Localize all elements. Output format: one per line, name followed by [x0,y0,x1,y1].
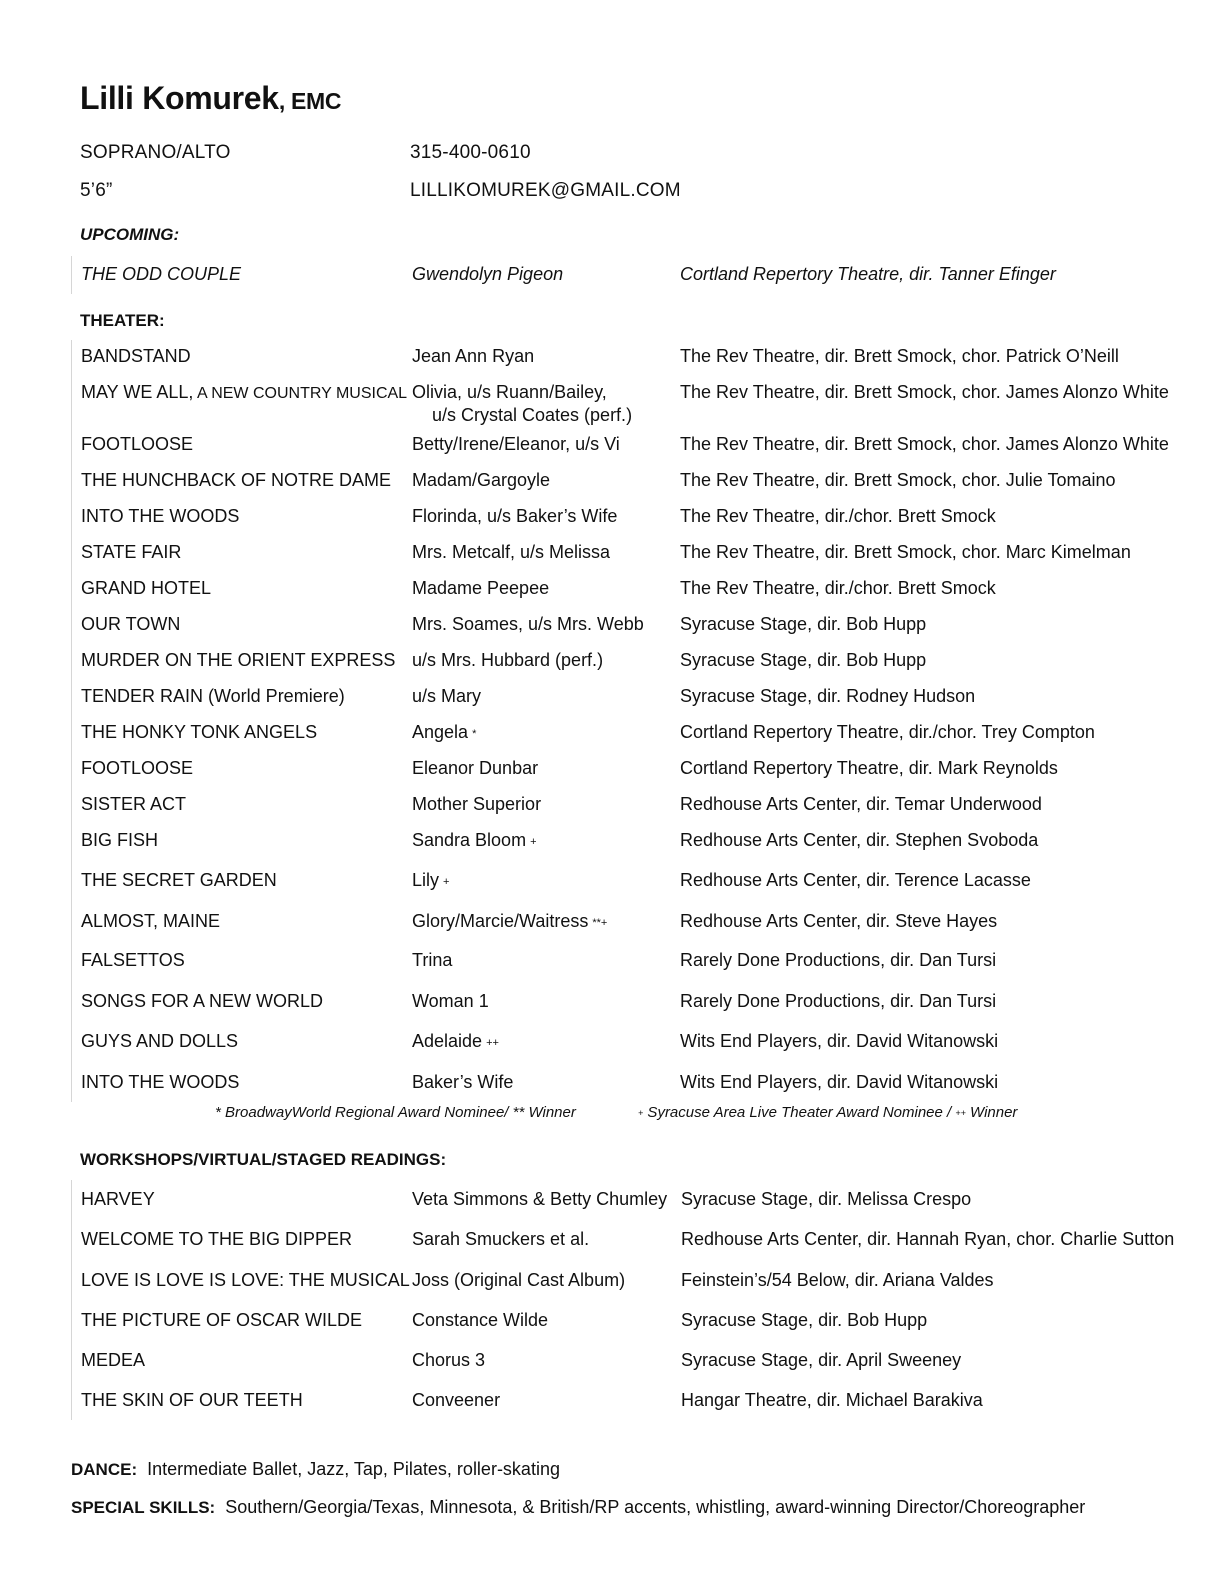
role-text: Lily [412,870,440,890]
salt-footnote [638,1104,1017,1121]
role: Constance Wilde [412,1310,549,1330]
show-title: FALSETTOS [81,950,185,970]
show-title: GRAND HOTEL [81,578,212,598]
company-director: Redhouse Arts Center, dir. Temar Underwood [680,794,1042,814]
company-director: The Rev Theatre, dir. Brett Smock, chor. James Alonzo White [680,382,1169,402]
role: Trina [412,950,453,970]
workshops-list [71,1180,1175,1420]
height: 5’6” [80,180,113,201]
show-title: THE HONKY TONK ANGELS [81,722,318,742]
role: Eleanor Dunbar [412,758,539,778]
role: Madame Peepee [412,578,550,598]
winner-mark: ++ [955,1108,966,1118]
show-title: MEDEA [81,1350,146,1370]
role: Florinda, u/s Baker’s Wife [412,506,618,526]
company-director: Rarely Done Productions, dir. Dan Tursi [680,991,997,1011]
company-director: Wits End Players, dir. David Witanowski [680,1031,999,1051]
show-title: BANDSTAND [81,346,191,366]
role: Mrs. Soames, u/s Mrs. Webb [412,614,644,634]
award-mark: + [530,836,537,848]
name-text: Lilli Komurek [80,80,279,116]
performer-name [80,80,341,117]
role: Veta Simmons & Betty Chumley [412,1189,668,1209]
theater-list [71,340,1169,1102]
show-title: INTO THE WOODS [81,1072,240,1092]
show-title [81,381,407,405]
role: Betty/Irene/Eleanor, u/s Vi [412,434,620,454]
company-director: Cortland Repertory Theatre, dir./chor. Trey Compton [680,722,1095,742]
company-director: Redhouse Arts Center, dir. Stephen Svoboda [680,830,1039,850]
salt-footnote-winner: Winner [965,1104,1018,1121]
show-title: LOVE IS LOVE IS LOVE: THE MUSICAL [81,1270,410,1290]
show-title-sub: A NEW COUNTRY MUSICAL [193,385,408,402]
role [412,910,607,935]
special-skills-line [71,1497,1085,1518]
show-title-main: MAY WE ALL, [81,382,194,402]
show-title: TENDER RAIN (World Premiere) [81,686,345,706]
role [412,1030,499,1055]
show-title: GUYS AND DOLLS [81,1031,239,1051]
company-director: Syracuse Stage, dir. Melissa Crespo [681,1189,972,1209]
show-title: SISTER ACT [81,794,187,814]
show-title: THE ODD COUPLE [81,264,242,284]
show-title: STATE FAIR [81,542,182,562]
show-title: SONGS FOR A NEW WORLD [81,991,324,1011]
company-director: The Rev Theatre, dir./chor. Brett Smock [680,506,996,526]
show-title: FOOTLOOSE [81,758,194,778]
role [412,869,449,894]
company-director: Syracuse Stage, dir. April Sweeney [681,1350,962,1370]
award-mark: * [472,728,477,740]
role [412,721,476,746]
award-mark: **+ [592,917,608,929]
upcoming-list [71,256,1056,294]
voice-type: SOPRANO/ALTO [80,142,231,163]
show-title: INTO THE WOODS [81,506,240,526]
company-director: Rarely Done Productions, dir. Dan Tursi [680,950,997,970]
role-text: Adelaide [412,1031,483,1051]
company-director: Syracuse Stage, dir. Rodney Hudson [680,686,976,706]
show-title: THE PICTURE OF OSCAR WILDE [81,1310,363,1330]
phone-number: 315-400-0610 [410,142,531,163]
company-director: The Rev Theatre, dir. Brett Smock, chor. Patrick O’Neill [680,346,1119,366]
company-director: Syracuse Stage, dir. Bob Hupp [681,1310,928,1330]
show-title: THE SKIN OF OUR TEETH [81,1390,303,1410]
special-skills-label: SPECIAL SKILLS: [71,1498,216,1517]
role-text: Angela [412,722,469,742]
show-title: ALMOST, MAINE [81,911,221,931]
email-address: LILLIKOMUREK@GMAIL.COM [410,180,681,201]
theater-heading: THEATER: [80,311,165,330]
company-director: Redhouse Arts Center, dir. Terence Lacasse [680,870,1031,890]
role: Joss (Original Cast Album) [412,1270,626,1290]
role [412,829,537,854]
company-director: Syracuse Stage, dir. Bob Hupp [680,650,927,670]
special-skills-text: Southern/Georgia/Texas, Minnesota, & British/RP accents, whistling, award-winning Director/Choreographer [225,1497,1086,1517]
role: Baker’s Wife [412,1072,514,1092]
role-line-1: Olivia, u/s Ruann/Bailey, [412,382,607,402]
role-text: Glory/Marcie/Waitress [412,911,589,931]
dance-line [71,1459,560,1480]
role: Mother Superior [412,794,542,814]
role: Madam/Gargoyle [412,470,551,490]
upcoming-heading: UPCOMING: [80,225,180,244]
company-director: The Rev Theatre, dir. Brett Smock, chor. Marc Kimelman [680,542,1131,562]
role: u/s Mrs. Hubbard (perf.) [412,650,604,670]
award-mark: ++ [486,1037,499,1049]
company-director: The Rev Theatre, dir. Brett Smock, chor. James Alonzo White [680,434,1169,454]
role-line-2: u/s Crystal Coates (perf.) [432,405,633,425]
dance-label: DANCE: [71,1460,138,1479]
role: Conveener [412,1390,501,1410]
show-title: FOOTLOOSE [81,434,194,454]
dance-text: Intermediate Ballet, Jazz, Tap, Pilates, roller-skating [147,1459,560,1479]
show-title: THE SECRET GARDEN [81,870,277,890]
show-title: BIG FISH [81,830,159,850]
company-director: The Rev Theatre, dir./chor. Brett Smock [680,578,996,598]
show-title: THE HUNCHBACK OF NOTRE DAME [81,470,392,490]
role: Gwendolyn Pigeon [412,264,564,284]
role: Chorus 3 [412,1350,486,1370]
role: Jean Ann Ryan [412,346,535,366]
company-director: The Rev Theatre, dir. Brett Smock, chor. Julie Tomaino [680,470,1116,490]
show-title: HARVEY [81,1189,155,1209]
company-director: Feinstein’s/54 Below, dir. Ariana Valdes [681,1270,994,1290]
role: Sarah Smuckers et al. [412,1229,590,1249]
union-status: , EMC [278,88,342,114]
company-director: Cortland Repertory Theatre, dir. Mark Reynolds [680,758,1058,778]
role: u/s Mary [412,686,482,706]
company-director: Redhouse Arts Center, dir. Steve Hayes [680,911,998,931]
company-director: Wits End Players, dir. David Witanowski [680,1072,999,1092]
role: Woman 1 [412,991,489,1011]
role: Mrs. Metcalf, u/s Melissa [412,542,611,562]
show-title: MURDER ON THE ORIENT EXPRESS [81,650,396,670]
role [412,381,632,427]
company-director: Syracuse Stage, dir. Bob Hupp [680,614,927,634]
show-title: WELCOME TO THE BIG DIPPER [81,1229,353,1249]
broadwayworld-footnote: * BroadwayWorld Regional Award Nominee/ ** Winner [215,1104,576,1121]
award-mark: + [443,876,450,888]
salt-footnote-text: Syracuse Area Live Theater Award Nominee / [643,1104,956,1121]
company-director: Redhouse Arts Center, dir. Hannah Ryan, chor. Charlie Sutton [681,1229,1175,1249]
company-director: Hangar Theatre, dir. Michael Barakiva [681,1390,983,1410]
role-text: Sandra Bloom [412,830,527,850]
workshops-heading: WORKSHOPS/VIRTUAL/STAGED READINGS: [80,1150,447,1169]
nominee-mark: + [638,1108,644,1118]
company-director: Cortland Repertory Theatre, dir. Tanner Efinger [680,264,1056,284]
show-title: OUR TOWN [81,614,181,634]
